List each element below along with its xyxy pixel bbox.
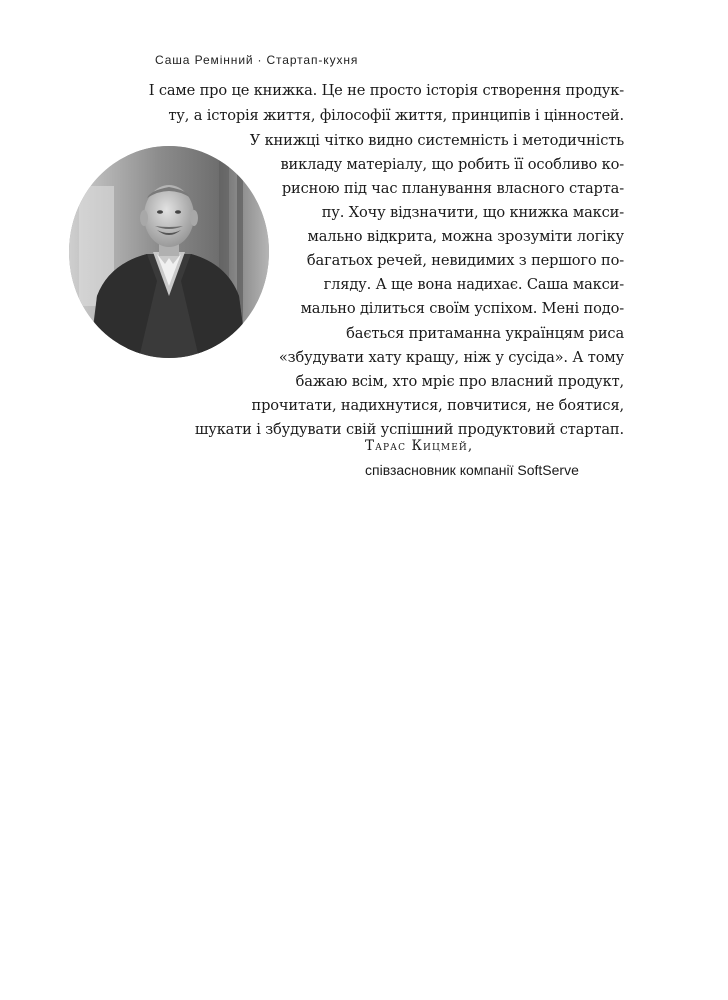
paragraph-line: І саме про це книжка. Це не просто історія створення продук- (148, 82, 624, 99)
paragraph-line: мально відкрита, можна зрозуміти логіку (307, 228, 624, 245)
paragraph-line: рисною під час планування власного стартa- (281, 180, 624, 197)
paragraph-line: У книжці чітко видно системність і методичність (249, 132, 624, 149)
paragraph-line: прочитати, надихнутися, повчитися, не боятися, (251, 397, 624, 414)
running-head-book-title: Стартап-кухня (266, 53, 359, 67)
paragraph-line: пу. Хочу відзначити, що книжка макси- (321, 204, 624, 221)
paragraph-line: багатьох речей, невидимих з першого по- (306, 252, 624, 269)
paragraph-line: шукати і збудувати свій успішний продуктовий стартап. (194, 421, 624, 438)
signature-role: співзасновник компанії SoftServe (365, 462, 579, 478)
running-head-author: Саша Ремінний (155, 53, 254, 67)
paragraph-line: ту, а історія життя, філософії життя, принципів і цінностей. (168, 107, 624, 124)
running-head (155, 53, 358, 67)
paragraph-line: бажаю всім, хто мріє про власний продукт, (295, 373, 624, 390)
portrait-photo-icon (69, 146, 269, 358)
paragraph-line: мально ділиться своїм успіхом. Мені подо- (300, 300, 624, 317)
paragraph-line: гляду. А ще вона надихає. Саша макси- (323, 276, 624, 293)
paragraph-line: «збудувати хату кращу, ніж у сусіда». А тому (278, 349, 624, 366)
paragraph-line: викладу матеріалу, що робить її особливо ко- (280, 156, 624, 173)
paragraph-line: бається притаманна українцям риса (346, 325, 624, 342)
signature-block (365, 434, 579, 482)
running-head-separator: · (257, 53, 263, 67)
signature-name: Тарас Кицмей, (365, 438, 474, 454)
